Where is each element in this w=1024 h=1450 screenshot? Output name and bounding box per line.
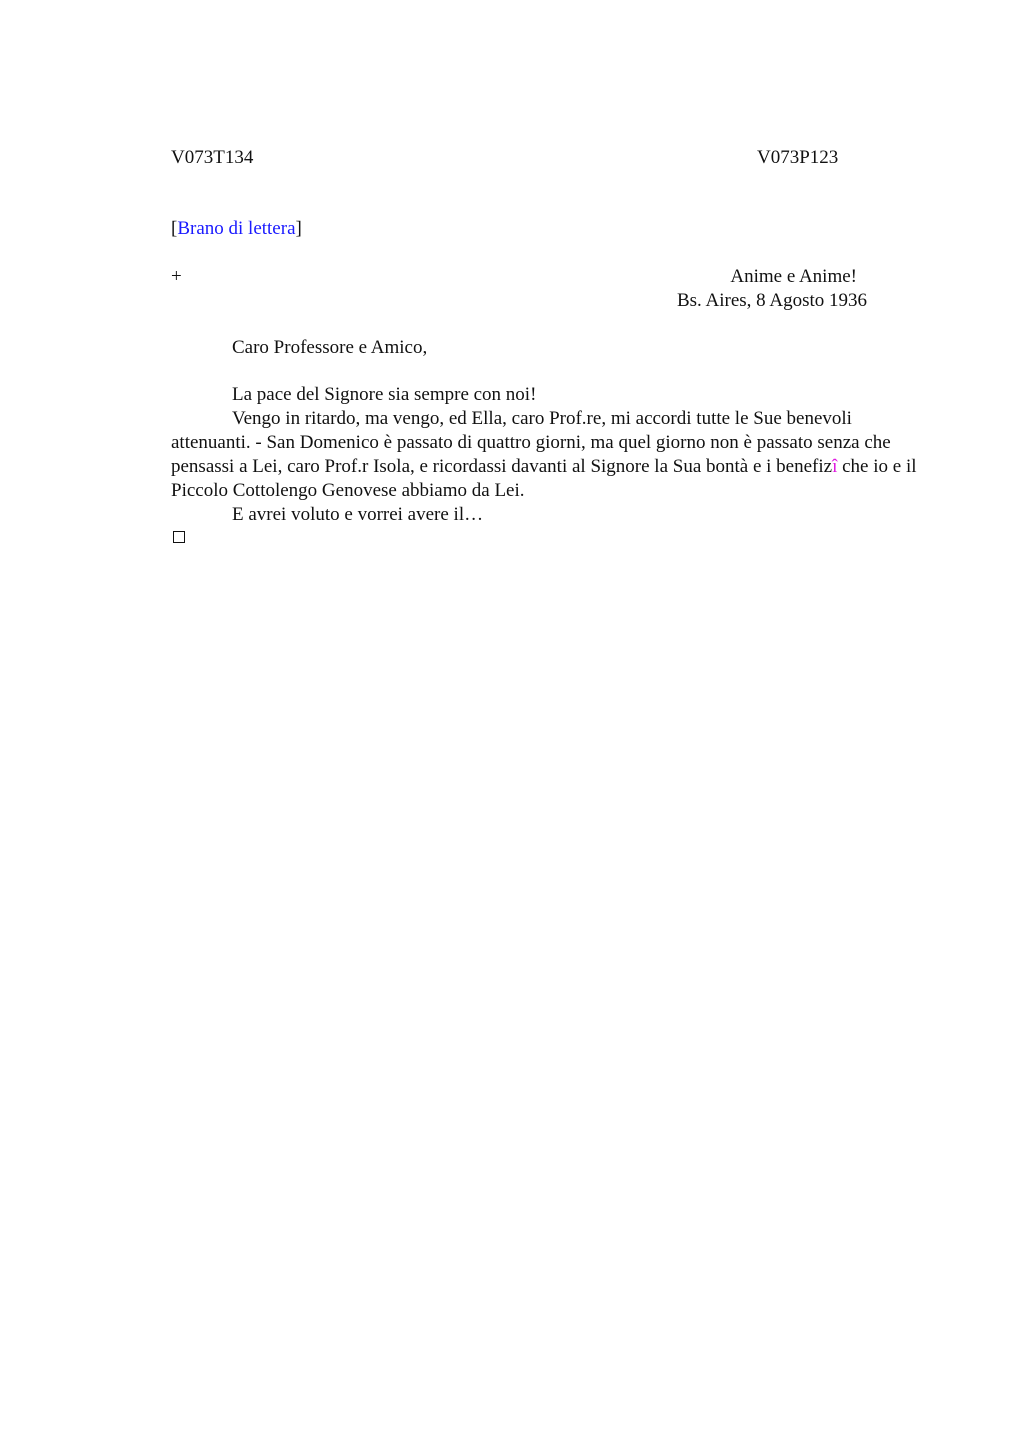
end-square-icon [173,531,185,543]
heading-text: Brano di lettera [177,218,296,239]
marked-character: î [832,456,838,477]
paragraph-2-text-before: Vengo in ritardo, ma vengo, ed Ella, caro Prof.re, mi accordi tutte le Sue benevoli attenuanti. - San Domenico è passato di quattro giorni, ma quel giorno non è passato senza che pensassi a Lei, caro Prof.r Isola, e ricordassi davanti al Signore la Sua bontà e i benefiz [171,408,891,477]
paragraph-2 [171,407,923,503]
paragraph-1: La pace del Signore sia sempre con noi! [232,384,537,405]
document-code-right: V073P123 [757,147,839,168]
letter-salutation: Caro Professore e Amico, [232,337,428,358]
document-code-left: V073T134 [171,147,254,168]
heading-close-bracket: ] [295,218,302,239]
letter-body [171,383,923,527]
paragraph-2-text-after: che io e il Piccolo Cottolengo Genovese abbiamo da Lei. [171,456,917,501]
heading-open-bracket: [ [171,218,178,239]
letter-motto: Anime e Anime! [730,266,857,287]
paragraph-3: E avrei voluto e vorrei avere il… [232,504,484,525]
letter-date: Bs. Aires, 8 Agosto 1936 [676,290,867,311]
document-heading [171,217,302,241]
cross-symbol: + [171,266,182,287]
